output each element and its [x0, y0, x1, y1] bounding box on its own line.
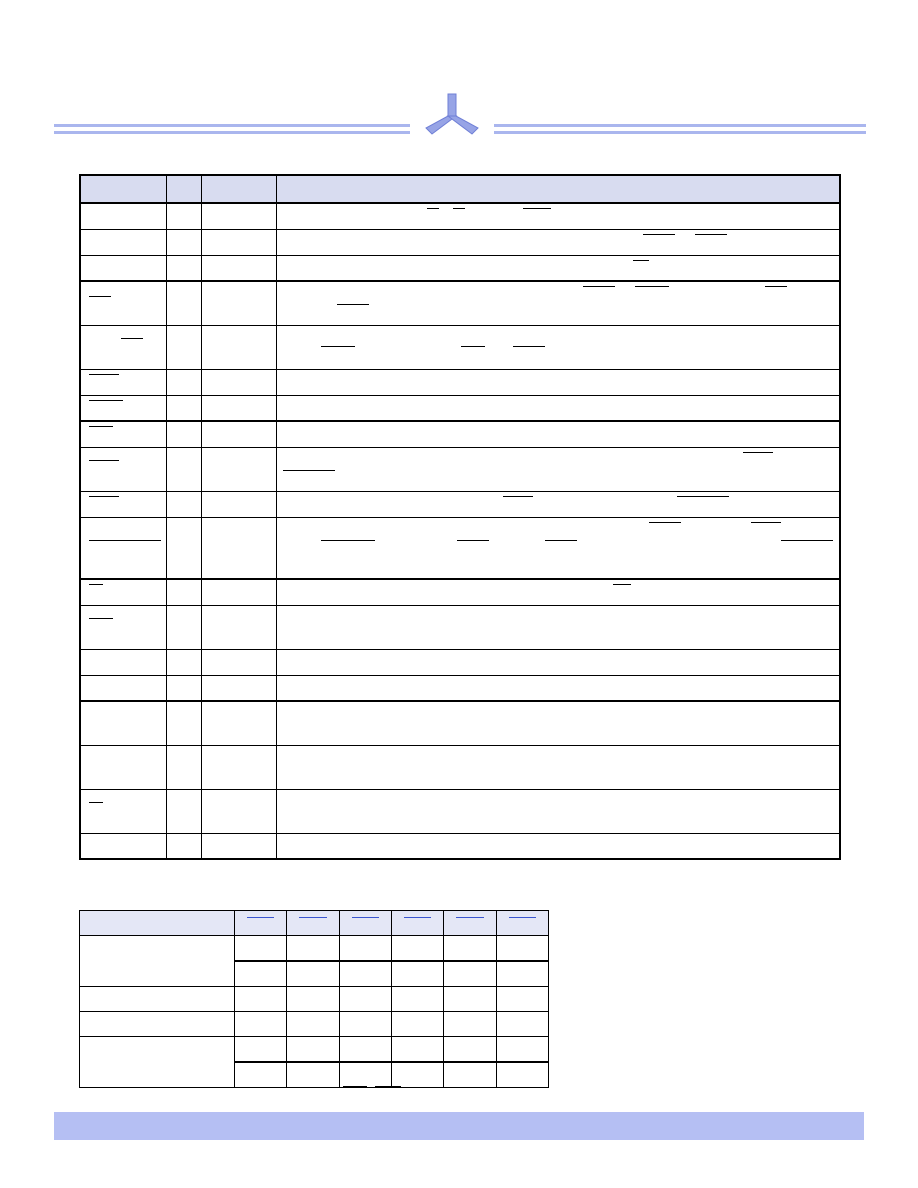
pin-table-header — [80, 175, 840, 203]
description-cell — [276, 745, 840, 789]
pin-cell — [166, 255, 201, 281]
table-row — [80, 517, 840, 579]
table-row — [80, 203, 840, 229]
overbar-mark — [247, 917, 274, 918]
description-cell — [276, 395, 840, 421]
col-signal-6 — [496, 911, 548, 936]
type-cell — [201, 203, 276, 229]
col-description — [276, 175, 840, 203]
overbar-mark — [513, 346, 545, 347]
description-cell — [276, 517, 840, 579]
description-cell — [276, 229, 840, 255]
mode-value-cell — [235, 936, 287, 962]
col-signal-name — [80, 175, 166, 203]
mode-value-cell — [496, 987, 548, 1012]
mode-value-cell — [287, 987, 339, 1012]
type-cell — [201, 701, 276, 745]
pin-cell — [166, 447, 201, 491]
table-row — [80, 675, 840, 701]
pin-cell — [166, 203, 201, 229]
table-row — [80, 447, 840, 491]
overbar-mark — [461, 346, 485, 347]
overbar-mark — [743, 452, 773, 453]
type-cell — [201, 325, 276, 369]
overbar-mark — [89, 618, 113, 619]
overbar-mark — [765, 286, 787, 287]
overbar-mark — [89, 374, 119, 375]
footer-bar — [54, 1112, 864, 1140]
signal-cell — [80, 789, 166, 833]
overbar-mark — [337, 304, 369, 305]
trefoil-logo-icon — [424, 92, 480, 138]
type-cell — [201, 789, 276, 833]
description-cell — [276, 579, 840, 605]
overbar-mark — [89, 496, 119, 497]
table-row — [80, 421, 840, 447]
type-cell — [201, 579, 276, 605]
signal-cell — [80, 395, 166, 421]
signal-cell — [80, 701, 166, 745]
mode-value-cell — [287, 1012, 339, 1037]
pin-cell — [166, 325, 201, 369]
mode-value-cell — [391, 1037, 443, 1063]
table-row — [80, 605, 840, 649]
pin-cell — [166, 281, 201, 325]
mode-value-cell — [391, 936, 443, 962]
pin-cell — [166, 491, 201, 517]
overbar-mark — [321, 346, 355, 347]
overbar-mark — [89, 584, 103, 585]
mode-value-cell — [444, 1037, 496, 1063]
mode-value-cell — [496, 961, 548, 987]
overbar-mark — [89, 460, 119, 461]
signal-cell — [80, 369, 166, 395]
signal-cell — [80, 325, 166, 369]
mode-value-cell — [496, 1062, 548, 1088]
signal-cell — [80, 229, 166, 255]
signal-cell — [80, 447, 166, 491]
pin-cell — [166, 789, 201, 833]
type-cell — [201, 649, 276, 675]
mode-value-cell — [235, 1062, 287, 1088]
mode-value-cell — [235, 1037, 287, 1063]
description-cell — [276, 789, 840, 833]
col-signal-2 — [287, 911, 339, 936]
overbar-mark — [781, 540, 833, 541]
type-cell — [201, 421, 276, 447]
mode-value-cell — [391, 987, 443, 1012]
signal-cell — [80, 833, 166, 859]
overbar-mark — [89, 802, 103, 803]
pin-cell — [166, 579, 201, 605]
type-cell — [201, 281, 276, 325]
mode-value-cell — [339, 936, 391, 962]
overbar-mark — [635, 286, 669, 287]
type-cell — [201, 745, 276, 789]
pin-description-table — [79, 174, 841, 860]
mode-table-header — [80, 911, 549, 936]
mode-value-cell — [339, 1062, 391, 1088]
table-row — [80, 255, 840, 281]
overbar-mark — [89, 296, 111, 297]
overbar-mark — [375, 1086, 401, 1087]
type-cell — [201, 369, 276, 395]
pin-cell — [166, 675, 201, 701]
mode-value-cell — [444, 1062, 496, 1088]
signal-cell — [80, 421, 166, 447]
signal-cell — [80, 491, 166, 517]
mode-value-cell — [235, 987, 287, 1012]
header-rule-left-bottom — [54, 131, 410, 134]
table-row — [80, 745, 840, 789]
overbar-mark — [89, 540, 161, 541]
type-cell — [201, 395, 276, 421]
mode-value-cell — [391, 961, 443, 987]
signal-cell — [80, 203, 166, 229]
overbar-mark — [343, 1086, 367, 1087]
overbar-mark — [404, 917, 431, 918]
description-cell — [276, 649, 840, 675]
mode-value-cell — [339, 1037, 391, 1063]
mode-value-cell — [287, 1062, 339, 1088]
col-signal-1 — [235, 911, 287, 936]
mode-value-cell — [235, 961, 287, 987]
overbar-mark — [427, 208, 439, 209]
mode-value-cell — [391, 1062, 443, 1088]
type-cell — [201, 447, 276, 491]
description-cell — [276, 447, 840, 491]
table-row — [80, 1037, 549, 1063]
header-rule-right-bottom — [494, 131, 866, 134]
table-row — [80, 936, 549, 962]
overbar-mark — [509, 917, 536, 918]
overbar-mark — [457, 540, 489, 541]
table-row — [80, 395, 840, 421]
description-cell — [276, 281, 840, 325]
description-cell — [276, 605, 840, 649]
mode-value-cell — [444, 936, 496, 962]
pin-cell — [166, 369, 201, 395]
description-cell — [276, 255, 840, 281]
type-cell — [201, 229, 276, 255]
overbar-mark — [89, 426, 113, 427]
mode-label-cell — [80, 936, 235, 987]
mode-value-cell — [287, 1037, 339, 1063]
overbar-mark — [633, 260, 649, 261]
table-row — [80, 649, 840, 675]
overbar-mark — [613, 584, 631, 585]
col-io-type — [201, 175, 276, 203]
description-cell — [276, 701, 840, 745]
type-cell — [201, 517, 276, 579]
overbar-mark — [283, 470, 335, 471]
table-row — [80, 701, 840, 745]
mode-value-cell — [339, 1012, 391, 1037]
pin-cell — [166, 605, 201, 649]
table-row — [80, 491, 840, 517]
mode-value-cell — [496, 936, 548, 962]
description-cell — [276, 369, 840, 395]
description-cell — [276, 325, 840, 369]
signal-cell — [80, 649, 166, 675]
type-cell — [201, 675, 276, 701]
mode-value-cell — [287, 936, 339, 962]
mode-value-cell — [339, 987, 391, 1012]
table-row — [80, 579, 840, 605]
mode-label-cell — [80, 1037, 235, 1088]
mode-value-cell — [339, 961, 391, 987]
col-mode — [80, 911, 235, 936]
overbar-mark — [352, 917, 379, 918]
overbar-mark — [643, 234, 675, 235]
mode-label-cell — [80, 1012, 235, 1037]
mode-value-cell — [235, 1012, 287, 1037]
overbar-mark — [299, 917, 326, 918]
overbar-mark — [503, 496, 533, 497]
signal-cell — [80, 745, 166, 789]
mode-value-cell — [496, 1012, 548, 1037]
overbar-mark — [121, 338, 143, 339]
col-signal-4 — [391, 911, 443, 936]
overbar-mark — [456, 917, 483, 918]
pin-cell — [166, 649, 201, 675]
signal-cell — [80, 281, 166, 325]
pin-cell — [166, 421, 201, 447]
table-row — [80, 833, 840, 859]
pin-cell — [166, 701, 201, 745]
header-rule-right-top — [494, 124, 866, 127]
signal-cell — [80, 675, 166, 701]
description-cell — [276, 203, 840, 229]
description-cell — [276, 675, 840, 701]
col-signal-3 — [339, 911, 391, 936]
table-row — [80, 987, 549, 1012]
col-pin-number — [166, 175, 201, 203]
overbar-mark — [649, 522, 681, 523]
type-cell — [201, 605, 276, 649]
mode-value-cell — [444, 1012, 496, 1037]
pin-cell — [166, 229, 201, 255]
mode-value-cell — [287, 961, 339, 987]
mode-value-cell — [391, 1012, 443, 1037]
pin-cell — [166, 517, 201, 579]
header-rule-left-top — [54, 124, 410, 127]
overbar-mark — [751, 522, 781, 523]
mode-value-cell — [444, 961, 496, 987]
signal-cell — [80, 517, 166, 579]
mode-truth-table — [79, 910, 549, 1088]
pin-cell — [166, 395, 201, 421]
type-cell — [201, 491, 276, 517]
table-row — [80, 281, 840, 325]
signal-cell — [80, 605, 166, 649]
overbar-mark — [677, 496, 729, 497]
description-cell — [276, 491, 840, 517]
overbar-mark — [523, 208, 551, 209]
pin-cell — [166, 745, 201, 789]
table-row — [80, 229, 840, 255]
overbar-mark — [89, 400, 123, 401]
overbar-mark — [545, 540, 577, 541]
table-row — [80, 789, 840, 833]
overbar-mark — [583, 286, 615, 287]
table-row — [80, 325, 840, 369]
table-row — [80, 369, 840, 395]
type-cell — [201, 833, 276, 859]
type-cell — [201, 255, 276, 281]
mode-label-cell — [80, 987, 235, 1012]
signal-cell — [80, 579, 166, 605]
signal-cell — [80, 255, 166, 281]
pin-cell — [166, 833, 201, 859]
description-cell — [276, 421, 840, 447]
overbar-mark — [695, 234, 727, 235]
overbar-mark — [453, 208, 465, 209]
col-signal-5 — [444, 911, 496, 936]
mode-value-cell — [444, 987, 496, 1012]
overbar-mark — [321, 540, 375, 541]
description-cell — [276, 833, 840, 859]
mode-value-cell — [496, 1037, 548, 1063]
table-row — [80, 1012, 549, 1037]
